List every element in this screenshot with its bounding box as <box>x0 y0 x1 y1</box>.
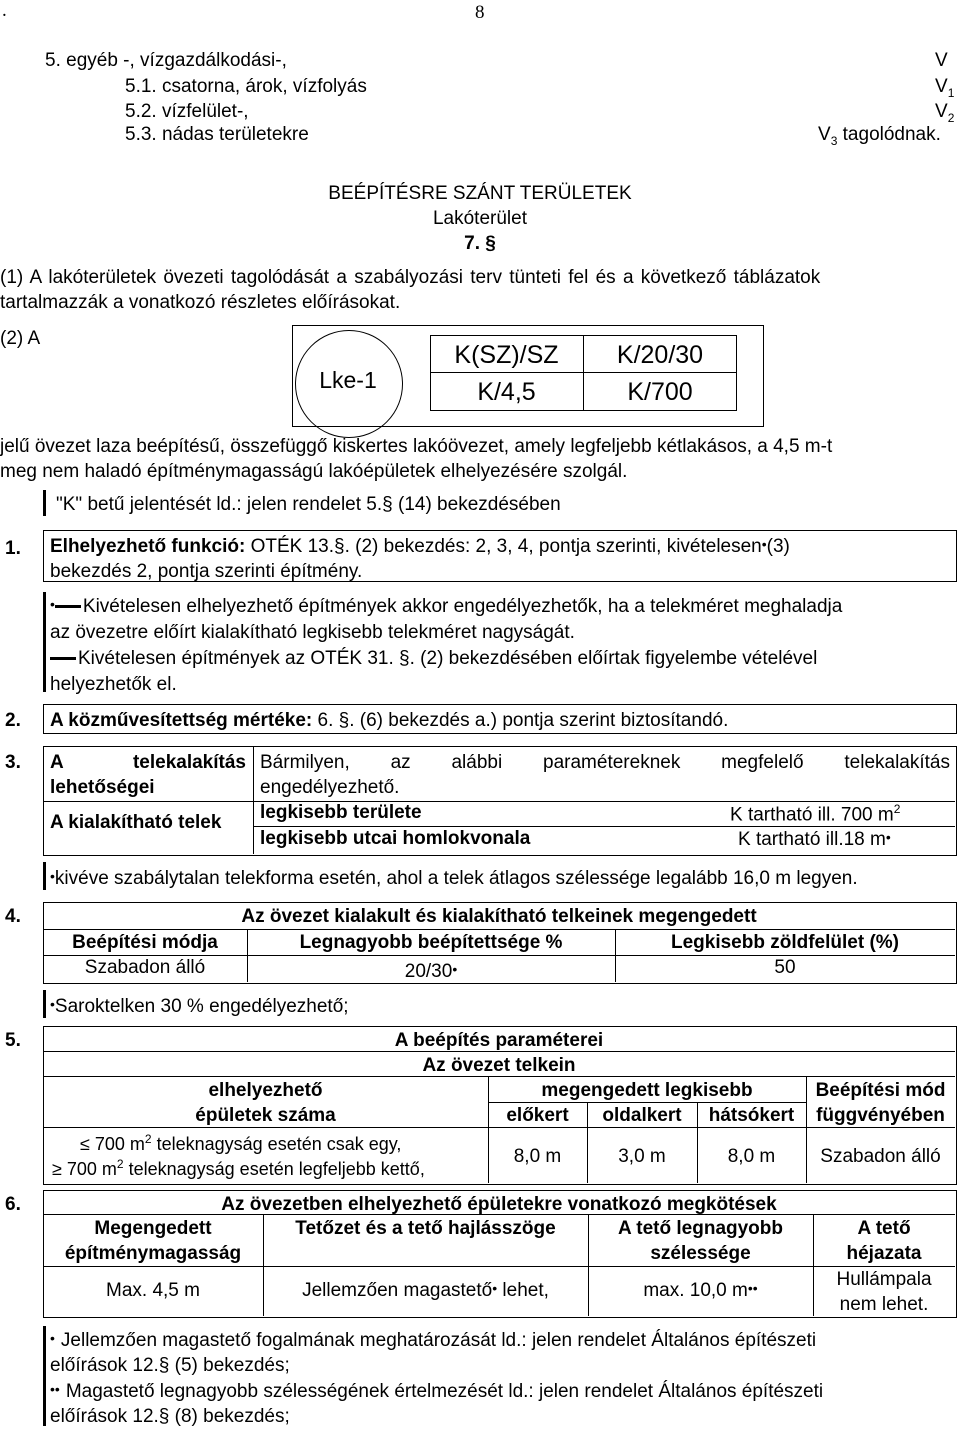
section-number: 2. <box>5 710 21 731</box>
section-number: 1. <box>5 538 21 559</box>
zone-cell: K/20/30 <box>616 341 704 369</box>
zone-cell: K/4,5 <box>477 378 536 406</box>
section-number: 4. <box>5 906 21 927</box>
list-code: $V_3$ tagolódnak. <box>818 124 941 148</box>
paragraph-prefix: (2) A <box>0 328 41 349</box>
corner-mark: . <box>2 0 7 21</box>
zone-note: "K" betű jelentését ld.: jelen rendelet 5.§ (14) bekezdésében <box>56 494 561 515</box>
zone-cell: K/700 <box>627 378 693 406</box>
list-item: 5.3. nádas területekre <box>125 124 309 145</box>
zone-cell: K(SZ)/SZ <box>454 341 559 369</box>
list-code: $V_2$ <box>935 101 955 125</box>
list-item: 5.1. csatorna, árok, vízfolyás <box>125 76 367 97</box>
zone-description: meg nem haladó építménymagasságú lakóépületek elhelyezésére szolgál. <box>0 461 628 482</box>
list-code: V <box>935 50 948 71</box>
list-code: $V_1$ <box>935 76 955 100</box>
list-item: 5. egyéb -, vízgazdálkodási-, <box>45 50 287 71</box>
paragraph-number: 7. § <box>464 233 496 254</box>
paragraph-text: (1) A lakóterületek övezeti tagolódását a szabályozási terv tünteti fel és a következő táblázatok <box>0 267 821 288</box>
zone-label: Lke-1 <box>319 367 377 393</box>
dash-icon <box>55 605 81 608</box>
section-subtitle: Lakóterület <box>432 208 527 229</box>
dash-icon <box>50 657 76 660</box>
zone-description: jelű övezet laza beépítésű, összefüggő kiskertes lakóövezet, amely legfeljebb kétlakásos, a 4,5 m-t <box>0 436 833 457</box>
bullet-icon: • <box>50 596 55 612</box>
section-text: bekezdés 2, pontja szerinti építmény. <box>50 561 363 582</box>
section-title: BEÉPÍTÉSRE SZÁNT TERÜLETEK <box>328 183 632 204</box>
paragraph-text: tartalmazzák a vonatkozó részletes előírásokat. <box>0 292 401 313</box>
note-text: helyezhetők el. <box>50 674 177 695</box>
note-text: az övezetre előírt kialakítható legkisebb telekméret nagyságát. <box>50 622 575 643</box>
page-number: 8 <box>475 2 485 23</box>
section-number: 6. <box>5 1194 21 1215</box>
section-number: 3. <box>5 752 21 773</box>
list-item: 5.2. vízfelület-, <box>125 101 249 122</box>
section-number: 5. <box>5 1030 21 1051</box>
section-text: Elhelyezhető funkció: OTÉK 13.§. (2) bekezdés: 2, 3, 4, pontja szerinti, kivételesen•(3) <box>50 536 790 557</box>
